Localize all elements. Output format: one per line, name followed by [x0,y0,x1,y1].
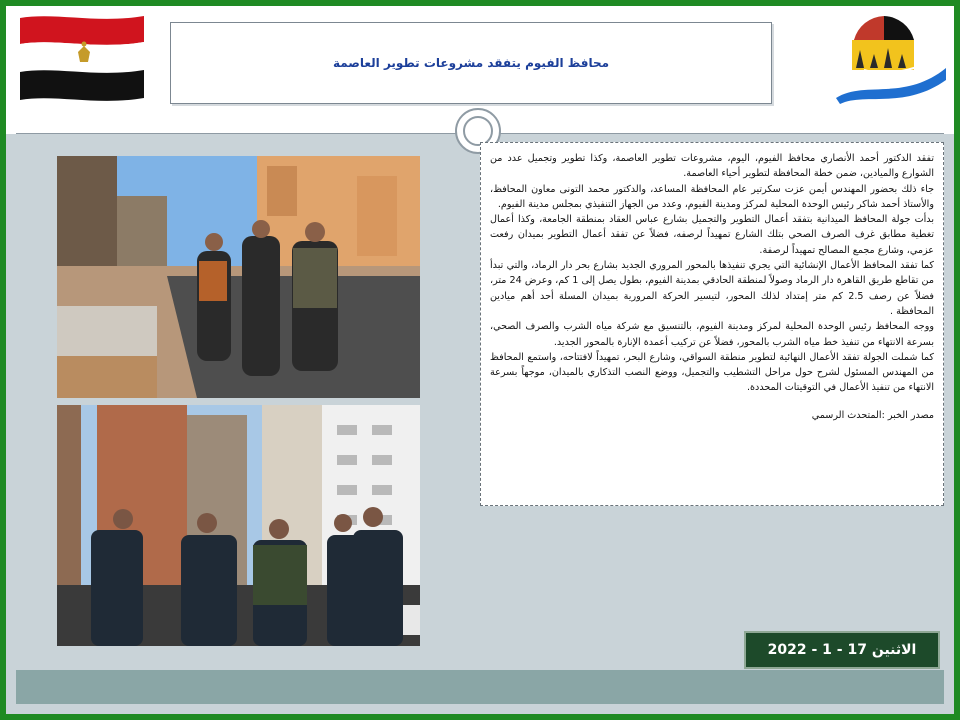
news-title: محافظ الفيوم يتفقد مشروعات تطوير العاصمة [332,56,610,70]
news-title-box [170,22,772,104]
article-paragraph: تفقد الدكتور أحمد الأنصاري محافظ الفيوم، اليوم، مشروعات تطوير العاصمة، وكذا تطوير وتجميل عدد من الشوارع والميادين، ضمن خطة المحافظة لتطوير أحياء العاصمة. [490,153,934,180]
group-officials-photo [57,405,420,646]
article-paragraph: بدأت جولة المحافظ الميدانية بتفقد أعمال التطوير والتجميل بشارع عباس العقاد بمنطقة الجامعة، وكذا أعمال تغطية مطابق غرف الصرف الصحي بتلك الشارع تمهيداً لرصفه، فضلاً عن تفقد أعمال التطوير بميدان رفعت عزمي، وشارع مجمع المصالح تمهيداً لرصفة. [490,214,934,256]
date-badge [744,631,940,669]
article-paragraph: ووجه المحافظ رئيس الوحدة المحلية لمركز ومدينة الفيوم، بالتنسيق مع شركة مياه الشرب والصرف الصحي، بسرعة الانتهاء من تنفيذ خط مياه الشرب بالمحور، فضلاً عن تركيب أعمدة الإنارة بالمحور الجديد. [490,321,934,348]
article-paragraph: جاء ذلك بحضور المهندس أيمن عزت سكرتير عام المحافظة المساعد، والدكتور محمد التونى معاون المحافظ، والأستاذ أحمد شاكر رئيس الوحدة المحلية لمركز ومدينة الفيوم، وعدد من الجهاز التنفيذي بمجلس مدينة الفيوم. [490,183,934,210]
footer-strip [16,670,944,704]
fayoum-governorate-logo [834,10,948,106]
article-paragraph: كما شملت الجولة تفقد الأعمال النهائية لتطوير منطقة السواقي، وشارع البحر، تمهيداً لافتتاحه، واستمع المحافظ من المهندس المسئول لشرح حول مراحل التشطيب والتجميل، ووضع النصب التذكاري بالميدان، موجهاً بسرعة الانتهاء من تنفيذ الأعمال في التوقيتات المحددة. [490,351,934,394]
egypt-flag-image [16,12,148,102]
article-paragraph: كما تفقد المحافظ الأعمال الإنشائية التي يجري تنفيذها بالمحور المروري الجديد بشارع بحر دار الرماد، والتي تبدأ من تقاطع طريق القاهرة دار الرماد وصولاً لمنطقة الحادقي بمدينة الفيوم، بطول يصل إلى 1 كم، وعرض 24 متر، فضلاً عن رصف 2.5 كم متر إمتداد لذلك المحور، لتيسير الحركة المرورية بميدان المسلة أحد أهم ميادين المحافظة . [490,260,934,317]
street-inspection-photo [57,156,420,398]
news-source: مصدر الخبر :المتحدث الرسمي [811,409,934,421]
article-body [480,142,944,506]
publish-date: الاثنين 17 - 1 - 2022 [767,642,917,658]
